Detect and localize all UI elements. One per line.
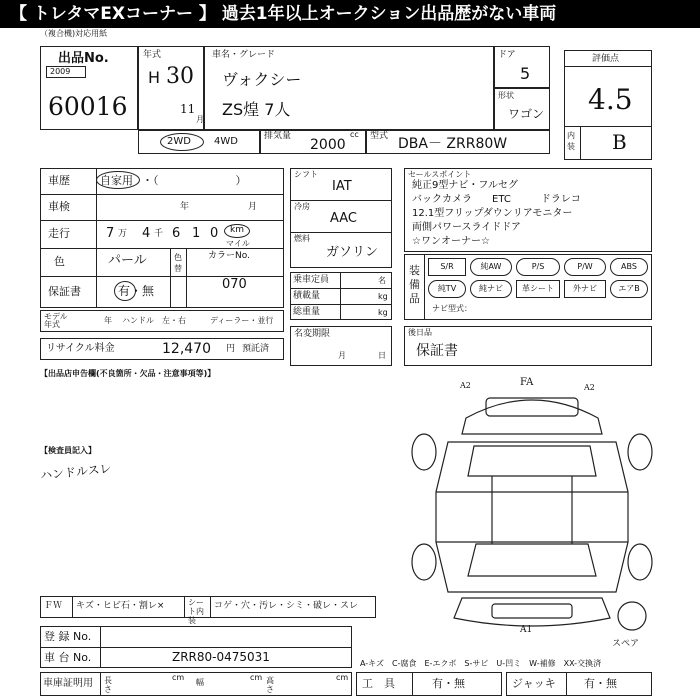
mileage-mile: マイル <box>226 239 250 248</box>
shaken-month: 月 <box>248 202 258 212</box>
color-label: 色 <box>54 255 65 268</box>
header-sub: （複合機)対応用紙 <box>40 29 108 38</box>
recycle-label: リサイクル料金 <box>46 343 115 354</box>
mileage-man-unit: 万 <box>118 229 128 239</box>
capacity-label: 乗車定員 <box>293 275 330 285</box>
navi-model: ナビ型式： <box>432 304 472 313</box>
fw-value: キズ・ヒビ石・割レ× <box>76 601 165 611</box>
name-label: 車名・グレード <box>212 50 276 60</box>
model-year-dealer: ディーラー・並行 <box>210 316 274 325</box>
displacement-value: 2000 <box>310 137 346 153</box>
recycle-value: 12,470 <box>162 341 211 357</box>
chassis-value: ZRR80-0475031 <box>172 650 270 664</box>
equip-leather: 革シート <box>516 280 560 298</box>
fw-label: ＦＷ <box>44 601 63 611</box>
equip-ext-navi: 外ナビ <box>564 280 606 298</box>
cert-width: 幅 <box>196 678 204 687</box>
mileage-sen: 4 <box>142 226 151 241</box>
recycle-tag: 預託済 <box>242 344 270 354</box>
mileage-d3: 0 <box>210 226 219 241</box>
history-value: 自家用 <box>100 174 133 187</box>
warranty-value: 有・無 <box>118 284 155 298</box>
lot-label: 出品No. <box>58 51 109 66</box>
car-grade: ZS煌 7人 <box>222 100 291 119</box>
year-era: H <box>148 68 161 87</box>
mileage-d1: 6 <box>172 226 181 241</box>
interior-value: B <box>612 130 627 154</box>
sales-point-2: バックカメラ ETC ドラレコ <box>412 194 581 205</box>
year-month-unit: 月 <box>196 115 204 124</box>
shape-label: 形状 <box>498 91 514 100</box>
header-title: 【 トレタマEXコーナー 】 過去1年以上オークション出品歴がない車両 <box>10 4 557 24</box>
weight-label: 総重量 <box>293 307 321 317</box>
tools-label: 工 具 <box>362 677 395 690</box>
equip-tv: 純TV <box>428 280 466 298</box>
documents-value: 保証書 <box>416 343 458 359</box>
sales-point-3: 12.1型フリップダウンリアモニター <box>412 208 573 219</box>
sales-points-label: セールスポイント <box>408 170 472 179</box>
mileage-d2: 1 <box>192 226 201 241</box>
mileage-label: 走行 <box>48 227 70 240</box>
history-rest: ・（ ） <box>142 174 247 187</box>
documents-label: 後日品 <box>408 328 432 337</box>
color-value: パール <box>108 253 147 268</box>
interior-label: 内装 <box>567 131 575 151</box>
cert-length: 長さ <box>104 676 112 694</box>
year-value: 30 <box>166 64 194 89</box>
door-value: 5 <box>520 64 531 83</box>
diagram-front-label: FA <box>520 377 534 388</box>
seat-value: コゲ・穴・汚レ・シミ・破レ・スレ <box>214 601 359 611</box>
score-value: 4.5 <box>588 83 633 116</box>
equipment-label: 装備品 <box>409 264 420 305</box>
model-year-y: 年 <box>104 316 112 325</box>
name-change-label: 名変期限 <box>294 329 331 339</box>
warranty-label: 保証書 <box>48 285 81 298</box>
model-label: 型式 <box>370 131 389 141</box>
shaken-label: 車検 <box>48 200 70 213</box>
capacity-unit: 名 <box>378 276 386 285</box>
diagram-rear-label: A1 <box>520 625 533 635</box>
notes-label: 【出品店申告欄(不良箇所・欠品・注意事項等)】 <box>40 369 216 378</box>
damage-legend: A-キズ C-腐食 E-エクボ S-サビ U-凹ミ W-補修 XX-交換済 <box>360 659 602 668</box>
equip-abs: ABS <box>610 258 648 276</box>
weight-unit: kg <box>378 308 388 317</box>
model-year-label: モデル年式 <box>44 312 68 329</box>
name-change-month: 月 <box>338 351 346 360</box>
color-code-label: カラーNo. <box>208 251 250 261</box>
load-unit: kg <box>378 292 388 301</box>
seat-label: シート内装 <box>188 598 204 625</box>
displacement-unit: cc <box>350 130 359 139</box>
diagram-a2-left: A2 <box>460 381 471 390</box>
door-label: ドア <box>498 50 516 60</box>
cert-width-cm: cm <box>250 673 263 682</box>
shaken-year: 年 <box>180 202 190 212</box>
shift-label: シフト <box>294 170 318 179</box>
sales-point-1: 純正9型ナビ・フルセグ <box>412 180 518 191</box>
drive-4wd: 4WD <box>214 136 238 147</box>
inspector-label: 【検査員記入】 <box>40 446 96 455</box>
year-label: 年式 <box>143 50 162 60</box>
fuel-value: ガソリン <box>326 245 379 260</box>
model-year-handle: ハンドル 左・右 <box>122 316 186 325</box>
model-value: DBA－ ZRR80W <box>398 136 508 152</box>
load-label: 積載量 <box>293 291 321 301</box>
spare-label: スペア <box>612 639 640 649</box>
car-damage-diagram <box>396 372 668 644</box>
history-label: 車歴 <box>48 174 70 187</box>
car-name: ヴォクシー <box>222 70 302 89</box>
displacement-label: 排気量 <box>264 131 292 141</box>
chassis-label: 車 台 No. <box>44 651 92 664</box>
score-label: 評価点 <box>592 54 620 64</box>
sales-point-5: ☆ワンオーナー☆ <box>412 236 490 247</box>
cert-length-cm: cm <box>172 673 185 682</box>
equip-airbag: エアB <box>610 280 648 298</box>
shift-value: IAT <box>332 179 352 194</box>
cert-height: 高さ <box>266 676 274 694</box>
tools-value: 有・無 <box>432 677 465 690</box>
jack-value: 有・無 <box>584 677 617 690</box>
lot-year: 2009 <box>50 67 71 76</box>
fuel-label: 燃料 <box>294 234 310 243</box>
registration-label: 登 録 No. <box>44 630 92 643</box>
mileage-sen-unit: 千 <box>154 229 164 239</box>
cert-label: 車庫証明用 <box>43 678 93 689</box>
mileage-man: 7 <box>106 226 115 241</box>
shape-value: ワゴン <box>508 107 545 121</box>
inspector-note: ハンドルスレ <box>39 461 113 483</box>
diagram-a2-right: A2 <box>584 383 595 392</box>
equip-navi: 純ナビ <box>470 280 512 298</box>
equip-sr: S/R <box>428 258 466 276</box>
color-code: 070 <box>222 277 247 292</box>
ac-label: 冷房 <box>294 202 310 211</box>
ac-value: AAC <box>330 211 357 226</box>
sales-point-4: 両側パワースライドドア <box>412 222 521 233</box>
equip-aw: 純AW <box>470 258 512 276</box>
year-month: 11 <box>180 102 196 116</box>
mileage-km: km <box>230 225 244 235</box>
recycle-unit: 円 <box>226 344 236 354</box>
name-change-day: 日 <box>378 351 386 360</box>
equip-ps: P/S <box>516 258 560 276</box>
cert-height-cm: cm <box>336 673 349 682</box>
equip-pw: P/W <box>564 258 606 276</box>
jack-label: ジャッキ <box>512 677 556 690</box>
drive-2wd: 2WD <box>167 136 191 147</box>
lot-number: 60016 <box>48 92 128 121</box>
color-change: 色替 <box>174 253 182 273</box>
